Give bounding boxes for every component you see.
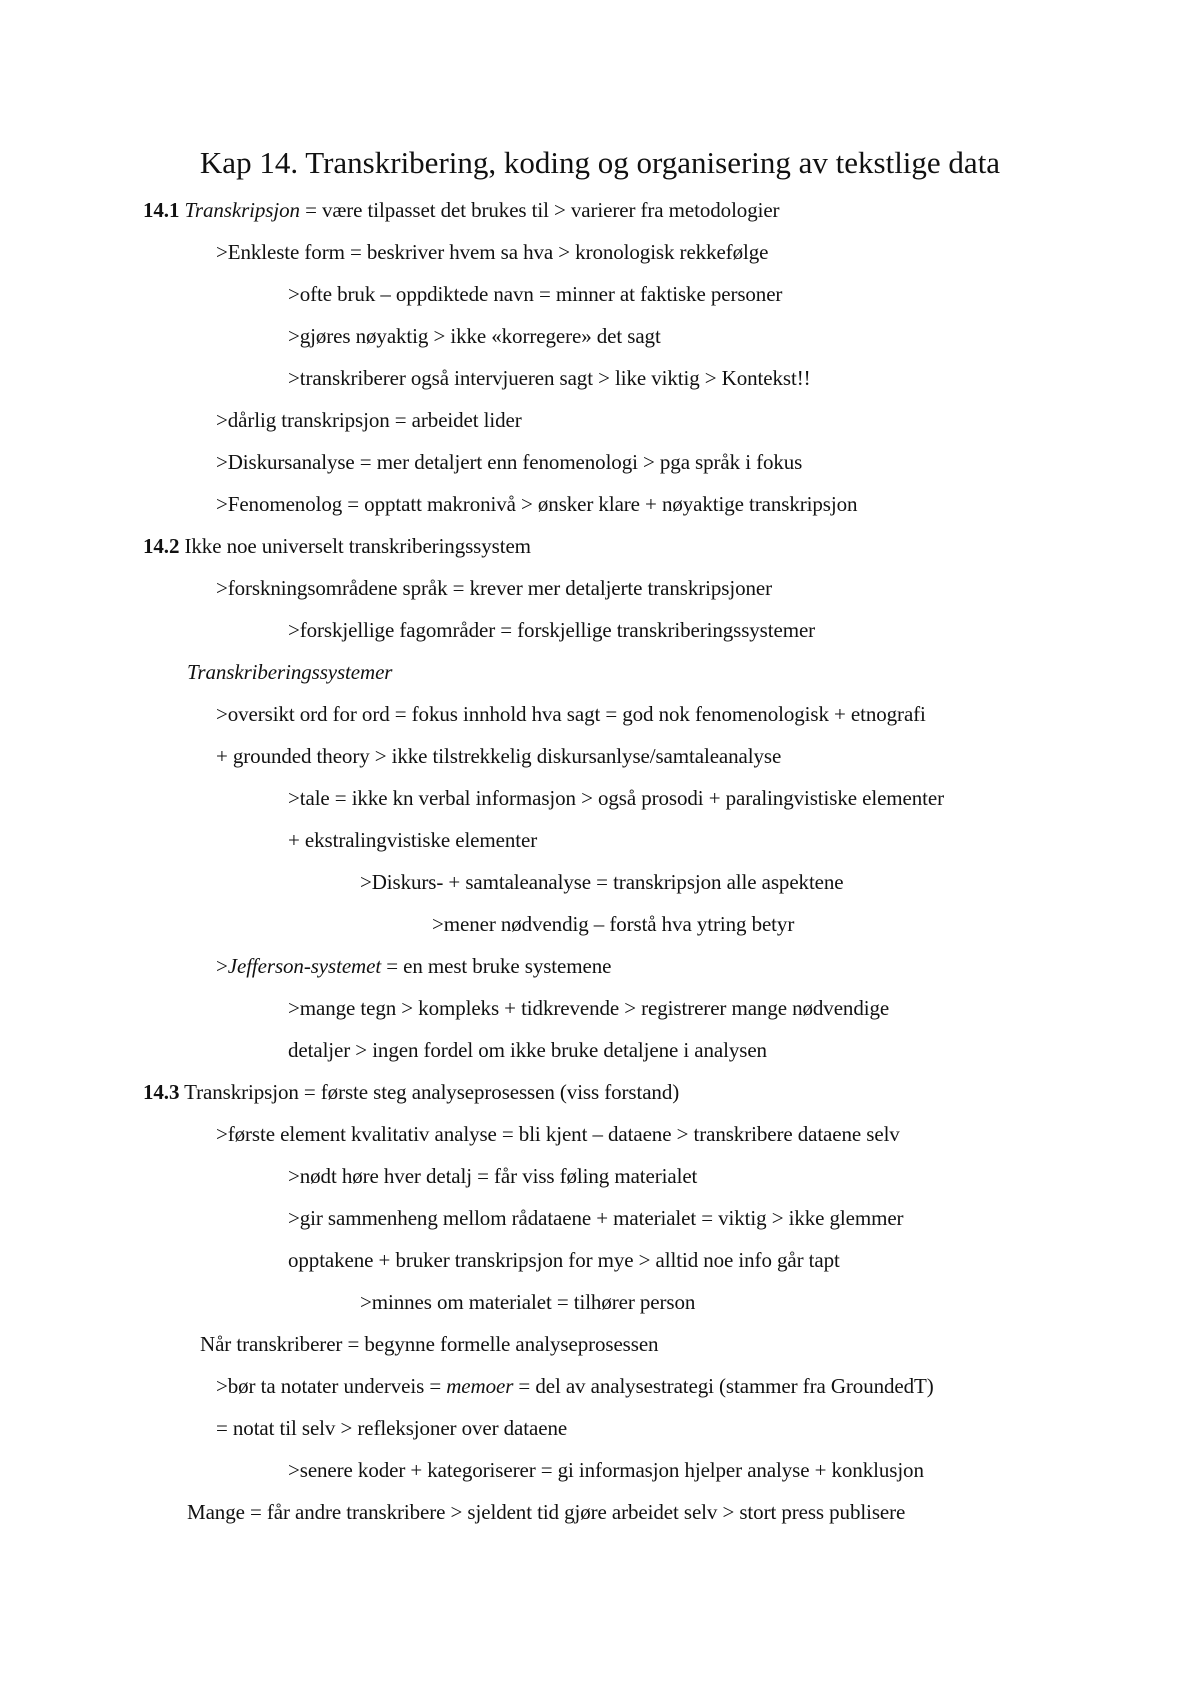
line-text: >forskjellige fagområder = forskjellige transkriberingssystemer	[288, 618, 816, 642]
note-line	[216, 491, 857, 517]
line-text: = en mest bruke systemene	[381, 954, 612, 978]
note-line	[216, 239, 768, 265]
line-text: >oversikt ord for ord = fokus innhold hva sagt = god nok fenomenologisk + etnografi	[216, 702, 926, 726]
section-14-1-line	[143, 197, 779, 223]
italic-term: Transkripsjon	[184, 198, 300, 222]
note-line	[288, 1163, 697, 1189]
line-text: + grounded theory > ikke tilstrekkelig diskursanlyse/samtaleanalyse	[216, 744, 782, 768]
page-title: Kap 14. Transkribering, koding og organisering av tekstlige data	[199, 145, 1001, 180]
line-text: >senere koder + kategoriserer = gi informasjon hjelper analyse + konklusjon	[288, 1458, 924, 1482]
line-prefix: >	[216, 954, 228, 978]
note-line	[216, 1121, 900, 1147]
note-line	[216, 1373, 934, 1399]
note-line	[216, 407, 522, 433]
note-line	[200, 1331, 658, 1357]
line-text: = del av analysestrategi (stammer fra GroundedT)	[513, 1374, 934, 1398]
line-text: >mange tegn > kompleks + tidkrevende > registrerer mange nødvendige	[288, 996, 890, 1020]
section-number: 14.2	[143, 534, 180, 558]
line-text: >tale = ikke kn verbal informasjon > også prosodi + paralingvistiske elementer	[288, 786, 944, 810]
note-line	[288, 323, 661, 349]
note-line	[216, 953, 611, 979]
note-line	[288, 1247, 840, 1273]
note-line	[216, 701, 926, 727]
note-line	[288, 1205, 903, 1231]
line-text: >minnes om materialet = tilhører person	[360, 1290, 696, 1314]
line-text: >transkriberer også intervjueren sagt > like viktig > Kontekst!!	[288, 366, 811, 390]
section-number: 14.3	[143, 1080, 180, 1104]
subheading-line	[187, 659, 392, 685]
note-line	[288, 1037, 767, 1063]
note-line	[288, 827, 537, 853]
italic-term: memoer	[446, 1374, 514, 1398]
italic-term: Jefferson-systemet	[227, 954, 382, 978]
line-text: >første element kvalitativ analyse = bli kjent – dataene > transkribere dataene selv	[216, 1122, 900, 1146]
note-line	[288, 281, 782, 307]
note-line	[360, 1289, 695, 1315]
line-text: >nødt høre hver detalj = får viss føling materialet	[288, 1164, 698, 1188]
line-text: >Fenomenolog = opptatt makronivå > ønsker klare + nøyaktige transkripsjon	[216, 492, 858, 516]
line-text: Transkripsjon = første steg analyseprosessen (viss forstand)	[179, 1080, 680, 1104]
line-text: >gir sammenheng mellom rådataene + materialet = viktig > ikke glemmer	[288, 1206, 904, 1230]
line-text: detaljer > ingen fordel om ikke bruke detaljene i analysen	[288, 1038, 767, 1062]
line-text: >Diskurs- + samtaleanalyse = transkripsjon alle aspektene	[360, 870, 844, 894]
section-14-3-line	[143, 1079, 679, 1105]
note-line	[187, 1499, 905, 1525]
line-text: >gjøres nøyaktig > ikke «korregere» det sagt	[288, 324, 661, 348]
note-line	[216, 1415, 567, 1441]
line-text: Ikke noe universelt transkriberingssystem	[179, 534, 531, 558]
note-line	[360, 869, 844, 895]
section-14-2-line	[143, 533, 531, 559]
line-text: = være tilpasset det brukes til > varierer fra metodologier	[299, 198, 780, 222]
line-prefix: >bør ta notater underveis =	[216, 1374, 447, 1398]
note-line	[288, 1457, 924, 1483]
line-text: >mener nødvendig – forstå hva ytring betyr	[432, 912, 795, 936]
note-line	[216, 743, 781, 769]
note-line	[432, 911, 794, 937]
line-text: >Enkleste form = beskriver hvem sa hva > kronologisk rekkefølge	[216, 240, 769, 264]
note-line	[216, 575, 772, 601]
line-text: >Diskursanalyse = mer detaljert enn fenomenologi > pga språk i fokus	[216, 450, 803, 474]
line-text: = notat til selv > refleksjoner over dataene	[216, 1416, 568, 1440]
line-text: >ofte bruk – oppdiktede navn = minner at faktiske personer	[288, 282, 783, 306]
line-text: Når transkriberer = begynne formelle analyseprosessen	[200, 1332, 659, 1356]
note-line	[288, 617, 815, 643]
note-line	[288, 365, 811, 391]
note-line	[288, 785, 944, 811]
line-text: >forskningsområdene språk = krever mer detaljerte transkripsjoner	[216, 576, 772, 600]
line-text: >dårlig transkripsjon = arbeidet lider	[216, 408, 522, 432]
line-text: Mange = får andre transkribere > sjeldent tid gjøre arbeidet selv > stort press publisere	[187, 1500, 906, 1524]
line-text: opptakene + bruker transkripsjon for mye > alltid noe info går tapt	[288, 1248, 840, 1272]
line-text: + ekstralingvistiske elementer	[288, 828, 538, 852]
section-number: 14.1	[143, 198, 180, 222]
note-line	[288, 995, 889, 1021]
subheading: Transkriberingssystemer	[187, 660, 393, 684]
note-line	[216, 449, 802, 475]
